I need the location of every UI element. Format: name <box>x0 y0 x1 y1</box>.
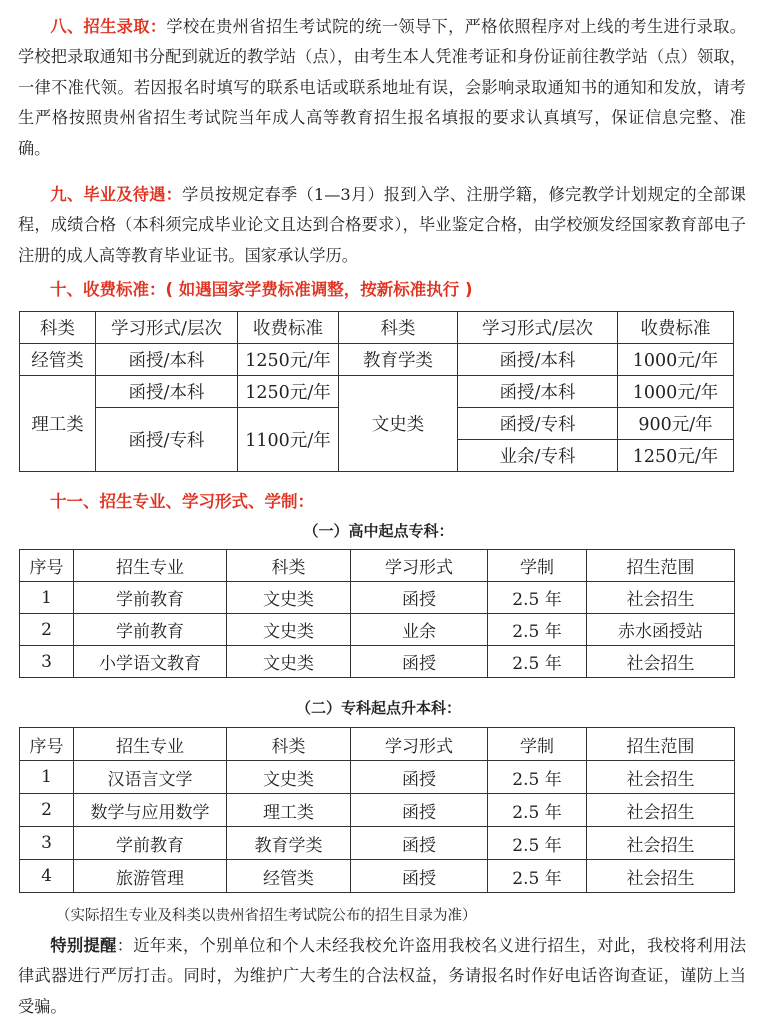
section-9-paragraph <box>18 180 746 271</box>
table-cell: 函授 <box>351 860 488 893</box>
table-cell: 文史类 <box>227 761 351 794</box>
table-cell: 2.5 年 <box>488 614 587 646</box>
table-header-cell: 序号 <box>20 728 74 761</box>
table-cell: 理工类 <box>227 794 351 827</box>
table-header-cell: 学习形式 <box>351 728 488 761</box>
table-header-cell: 招生专业 <box>74 550 227 582</box>
table-cell: 社会招生 <box>587 794 735 827</box>
table-cell: 2 <box>20 614 74 646</box>
majors-table-2 <box>19 727 735 893</box>
table-cell: 4 <box>20 860 74 893</box>
table-cell: 2 <box>20 794 74 827</box>
table-header-row <box>20 550 735 582</box>
table-row <box>20 794 735 827</box>
table-cell: 2.5 年 <box>488 827 587 860</box>
fee-category: 经管类 <box>20 344 96 376</box>
table-header-cell: 科类 <box>227 550 351 582</box>
table-row <box>20 582 735 614</box>
fee-category: 文史类 <box>339 376 458 472</box>
fee-amount: 1000元/年 <box>618 344 734 376</box>
fee-header-cell: 科类 <box>20 312 96 344</box>
table-cell: 数学与应用数学 <box>74 794 227 827</box>
fee-header-row <box>20 312 734 344</box>
fee-form: 函授/本科 <box>96 344 238 376</box>
section-11-heading: 十一、招生专业、学习形式、学制： <box>50 492 314 511</box>
table-cell: 2.5 年 <box>488 860 587 893</box>
fee-form: 函授/专科 <box>458 408 618 440</box>
table-header-cell: 科类 <box>227 728 351 761</box>
fee-amount: 1250元/年 <box>238 344 339 376</box>
table-header-cell: 学制 <box>488 728 587 761</box>
section-9-body: 学员按规定春季（1—3月）报到入学、注册学籍，修完教学计划规定的全部课程，成绩合格（本科须完成毕业论文且达到合格要求），毕业鉴定合格，由学校颁发经国家教育部电子注册的成人高等教育毕业证书。国家承认学历。 <box>18 185 746 265</box>
fee-row <box>20 344 734 376</box>
fee-header-cell: 收费标准 <box>618 312 734 344</box>
table-cell: 经管类 <box>227 860 351 893</box>
table-cell: 学前教育 <box>74 582 227 614</box>
table-cell: 3 <box>20 646 74 678</box>
table-cell: 函授 <box>351 827 488 860</box>
table-row <box>20 614 735 646</box>
fee-category: 理工类 <box>20 376 96 472</box>
table-cell: 文史类 <box>227 582 351 614</box>
table-header-cell: 招生范围 <box>587 550 735 582</box>
table-cell: 社会招生 <box>587 860 735 893</box>
majors-table-1 <box>19 549 735 678</box>
fee-amount: 1250元/年 <box>238 376 339 408</box>
table-header-cell: 学制 <box>488 550 587 582</box>
table-cell: 社会招生 <box>587 827 735 860</box>
table-cell: 汉语言文学 <box>74 761 227 794</box>
catalog-note: （实际招生专业及科类以贵州省招生考试院公布的招生目录为准） <box>56 908 477 924</box>
table-cell: 社会招生 <box>587 582 735 614</box>
fee-form: 函授/本科 <box>458 376 618 408</box>
table-cell: 社会招生 <box>587 646 735 678</box>
table-cell: 函授 <box>351 646 488 678</box>
section-8-heading: 八、招生录取： <box>50 17 167 36</box>
table-cell: 小学语文教育 <box>74 646 227 678</box>
table-cell: 文史类 <box>227 614 351 646</box>
table-row <box>20 827 735 860</box>
table-row <box>20 646 735 678</box>
table-cell: 学前教育 <box>74 827 227 860</box>
table-row <box>20 761 735 794</box>
fee-category: 教育学类 <box>339 344 458 376</box>
fee-table <box>19 311 734 472</box>
table-cell: 业余 <box>351 614 488 646</box>
table-cell: 社会招生 <box>587 761 735 794</box>
reminder-paragraph <box>18 931 746 1022</box>
table-header-row <box>20 728 735 761</box>
table-cell: 函授 <box>351 794 488 827</box>
fee-form: 函授/本科 <box>458 344 618 376</box>
sub-1-title: （一）高中起点专科： <box>303 522 454 540</box>
fee-amount: 900元/年 <box>618 408 734 440</box>
fee-header-cell: 学习形式/层次 <box>96 312 238 344</box>
section-10-heading: 十、收费标准：( 如遇国家学费标准调整，按新标准执行 ) <box>50 280 473 299</box>
table-cell: 2.5 年 <box>488 646 587 678</box>
table-header-cell: 招生专业 <box>74 728 227 761</box>
fee-form: 业余/专科 <box>458 440 618 472</box>
fee-form: 函授/专科 <box>96 408 238 472</box>
table-cell: 函授 <box>351 582 488 614</box>
table-cell: 函授 <box>351 761 488 794</box>
section-8-body: 学校在贵州省招生考试院的统一领导下，严格依照程序对上线的考生进行录取。学校把录取通知书分配到就近的教学站（点），由考生本人凭准考证和身份证前往教学站（点）领取，一律不准代领。若因报名时填写的联系电话或联系地址有误，会影响录取通知书的通知和发放，请考生严格按照贵州省招生考试院当年成人高等教育招生报名填报的要求认真填写，保证信息完整、准确。 <box>18 17 746 158</box>
table-cell: 2.5 年 <box>488 794 587 827</box>
table-cell: 2.5 年 <box>488 761 587 794</box>
fee-form: 函授/本科 <box>96 376 238 408</box>
table-cell: 旅游管理 <box>74 860 227 893</box>
table-row <box>20 860 735 893</box>
fee-amount: 1000元/年 <box>618 376 734 408</box>
table-cell: 赤水函授站 <box>587 614 735 646</box>
fee-header-cell: 收费标准 <box>238 312 339 344</box>
table-header-cell: 招生范围 <box>587 728 735 761</box>
fee-header-cell: 科类 <box>339 312 458 344</box>
table-cell: 3 <box>20 827 74 860</box>
table-header-cell: 序号 <box>20 550 74 582</box>
reminder-body: ：近年来，个别单位和个人未经我校允许盗用我校名义进行招生，对此，我校将利用法律武器进行严厉打击。同时，为维护广大考生的合法权益，务请报名时作好电话咨询查证，谨防上当受骗。 <box>18 936 747 1016</box>
table-header-cell: 学习形式 <box>351 550 488 582</box>
table-cell: 教育学类 <box>227 827 351 860</box>
table-cell: 1 <box>20 582 74 614</box>
section-9-heading: 九、毕业及待遇： <box>50 185 183 204</box>
table-cell: 学前教育 <box>74 614 227 646</box>
fee-row <box>20 376 734 408</box>
table-cell: 2.5 年 <box>488 582 587 614</box>
fee-amount: 1250元/年 <box>618 440 734 472</box>
fee-amount: 1100元/年 <box>238 408 339 472</box>
reminder-label: 特别提醒 <box>50 936 117 955</box>
table-cell: 文史类 <box>227 646 351 678</box>
section-8-paragraph <box>18 12 746 164</box>
table-cell: 1 <box>20 761 74 794</box>
fee-header-cell: 学习形式/层次 <box>458 312 618 344</box>
sub-2-title: （二）专科起点升本科： <box>295 699 461 717</box>
